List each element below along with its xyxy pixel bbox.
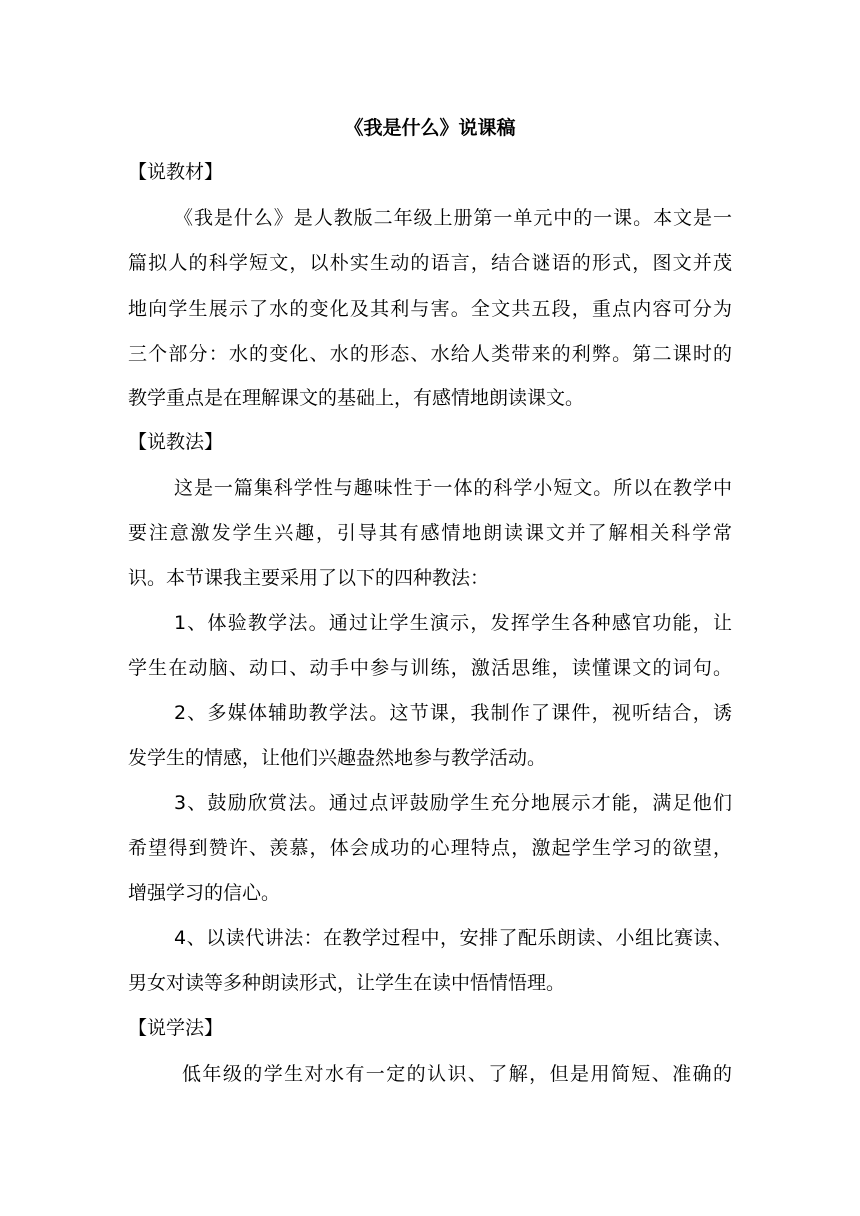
section-heading-textbook: 【说教材】 [128, 161, 224, 183]
paragraph-line: 地向学生展示了水的变化及其利与害。全文共五段，重点内容可分为 [128, 298, 732, 320]
method-item-line: 增强学习的信心。 [128, 882, 281, 904]
method-item-line: 3、鼓励欣赏法。通过点评鼓励学生充分地展示才能，满足他们 [174, 792, 732, 814]
method-item-line: 男女对读等多种朗读形式，让学生在读中悟情悟理。 [128, 972, 566, 994]
paragraph-line: 教学重点是在理解课文的基础上，有感情地朗读课文。 [128, 387, 585, 409]
section-heading-learning-methods: 【说学法】 [128, 1017, 224, 1039]
paragraph-line: 要注意激发学生兴趣，引导其有感情地朗读课文并了解相关科学常 [128, 522, 732, 544]
method-item-line: 1、体验教学法。通过让学生演示，发挥学生各种感官功能，让 [174, 612, 732, 634]
section-heading-teaching-methods: 【说教法】 [128, 431, 224, 453]
paragraph-line: 这是一篇集科学性与趣味性于一体的科学小短文。所以在教学中 [174, 477, 732, 499]
paragraph-line: 三个部分：水的变化、水的形态、水给人类带来的利弊。第二课时的 [128, 343, 732, 365]
method-item-line: 发学生的情感，让他们兴趣盎然地参与教学活动。 [128, 747, 547, 769]
method-item-line: 学生在动脑、动口、动手中参与训练，激活思维，读懂课文的词句。 [128, 657, 732, 679]
paragraph-line: 低年级的学生对水有一定的认识、了解，但是用简短、准确的 [182, 1063, 732, 1085]
method-item-line: 2、多媒体辅助教学法。这节课，我制作了课件，视听结合，诱 [174, 702, 732, 724]
document-title: 《我是什么》说课稿 [344, 117, 516, 139]
method-item-line: 希望得到赞许、羡慕，体会成功的心理特点，激起学生学习的欲望， [128, 837, 732, 859]
method-item-line: 4、以读代讲法：在教学过程中，安排了配乐朗读、小组比赛读、 [174, 927, 732, 949]
paragraph-line: 《我是什么》是人教版二年级上册第一单元中的一课。本文是一 [174, 207, 732, 229]
paragraph-line: 识。本节课我主要采用了以下的四种教法： [128, 567, 490, 589]
paragraph-line: 篇拟人的科学短文，以朴实生动的语言，结合谜语的形式，图文并茂 [128, 252, 732, 274]
